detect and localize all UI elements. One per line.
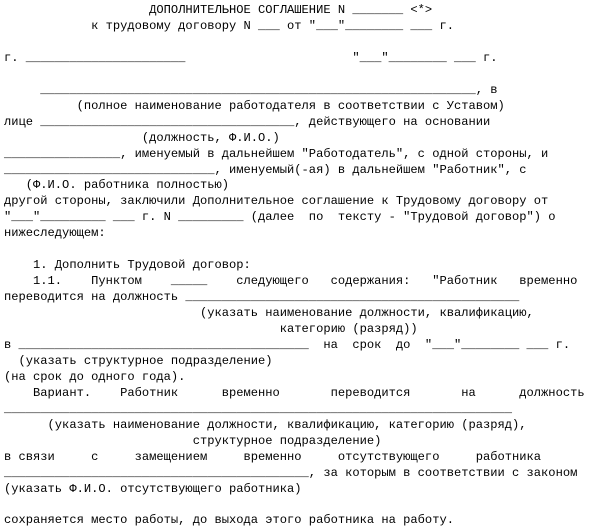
document-line-2: к трудовому договору N ___ от "___"________ ___ г. [4,18,454,33]
document-line-33: сохраняется место работы, до выхода этого работника на работу. [4,513,454,528]
document-line-9: (должность, Ф.И.О.) [4,130,280,145]
document-line-7: (полное наименование работодателя в соответствии с Уставом) [4,98,505,113]
document-line-1: ДОПОЛНИТЕЛЬНОЕ СОГЛАШЕНИЕ N _______ <*> [4,3,433,17]
document-line-27: (указать наименование должности, квалификацию, категорию (разряд), [4,417,527,432]
document-line-23: (указать структурное подразделение) [4,353,273,368]
document-line-17: 1. Дополнить Трудовой договор: [4,258,251,273]
document-line-29: в связи с замещением временно отсутствующего работника [4,449,542,464]
document-line-4: г. ______________________ "___"________ ___ г. [4,50,498,65]
document-line-19: переводится на должность ______________________________________________ [4,290,520,305]
document-line-8: лице ___________________________________, действующего на основании [4,114,491,129]
document-line-14: "___"_________ ___ г. N _________ (далее по тексту - "Трудовой договор") о [4,210,556,225]
document-line-22: в ________________________________________ на срок до "___"________ ___ г. [4,337,571,352]
document-line-6: ____________________________________________________________, в [4,82,498,97]
document-line-18: 1.1. Пунктом _____ следующего содержания: "Работник временно [4,274,578,289]
document-line-30: __________________________________________, за которым в соответствии с законом [4,465,578,480]
document-line-20: (указать наименование должности, квалификацию, [4,306,534,321]
document-line-15: нижеследующем: [4,226,106,241]
document-line-13: другой стороны, заключили Дополнительное соглашение к Трудовому договору от [4,194,549,209]
document-line-26: ______________________________________________________________________ [4,401,513,416]
document-line-12: (Ф.И.О. работника полностью) [4,178,229,193]
document-line-10: ________________, именуемый в дальнейшем "Работодатель", с одной стороны, и [4,146,549,161]
document-line-21: категорию (разряд)) [4,322,418,336]
document-line-28: структурное подразделение) [4,433,382,448]
document-line-25: Вариант. Работник временно переводится на должность [4,385,585,400]
document-line-11: _____________________________, именуемый(-ая) в дальнейшем "Работник", с [4,162,527,177]
document-line-31: (указать Ф.И.О. отсутствующего работника) [4,481,302,496]
document-line-24: (на срок до одного года). [4,369,186,384]
